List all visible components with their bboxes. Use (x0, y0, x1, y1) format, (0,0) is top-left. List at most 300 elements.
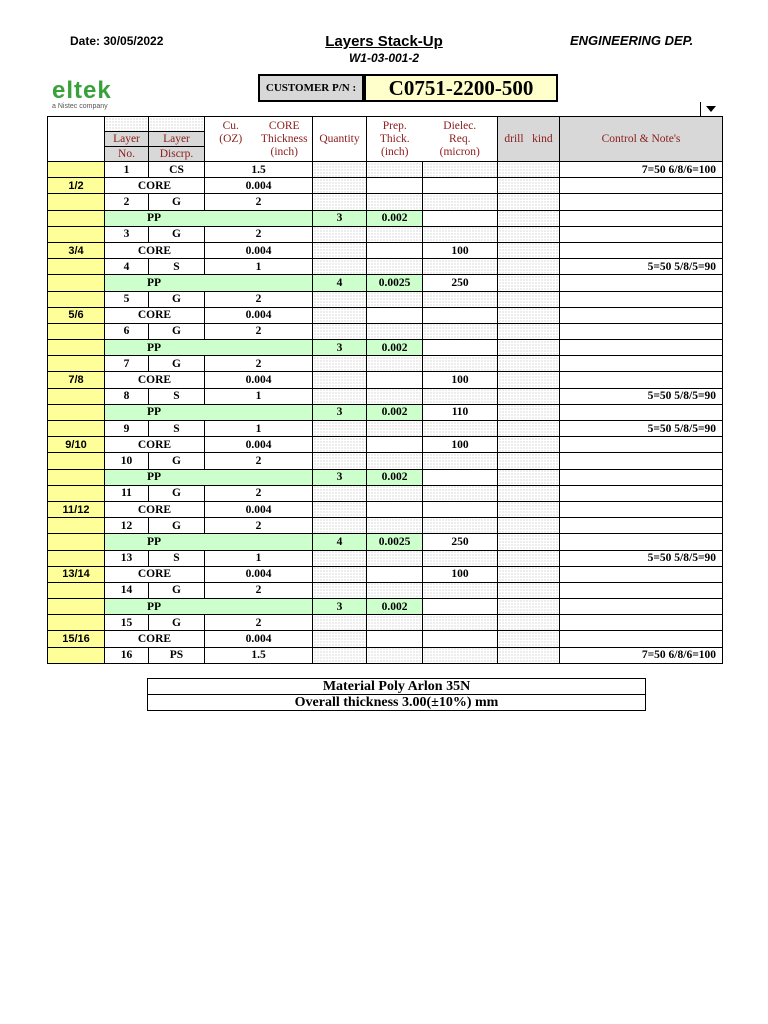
drill-kind-cell (498, 485, 560, 501)
stackup-row-pp (48, 210, 723, 226)
quantity-cell (313, 453, 367, 469)
quantity-cell (313, 550, 367, 566)
layer-desc-cell: G (149, 582, 205, 598)
dielec-cell (423, 421, 498, 437)
layer-desc-cell: G (149, 356, 205, 372)
quantity-cell: 4 (313, 534, 367, 550)
prepreg-desc-cell: PP (105, 534, 313, 550)
note-cell (560, 582, 723, 598)
drill-kind-cell (498, 469, 560, 485)
layer-no-cell: 16 (105, 647, 149, 663)
cu-cell: 2 (205, 518, 313, 534)
core-thickness-cell: 0.004 (205, 501, 313, 517)
note-cell (560, 437, 723, 453)
quantity-cell (313, 501, 367, 517)
cu-cell: 1 (205, 388, 313, 404)
pair-cell: 11/12 (48, 501, 105, 517)
layer-no-cell: 2 (105, 194, 149, 210)
quantity-cell (313, 566, 367, 582)
drill-kind-cell (498, 291, 560, 307)
layer-desc-cell: G (149, 226, 205, 242)
layer-desc-cell: G (149, 194, 205, 210)
dielec-cell (423, 259, 498, 275)
layer-no-cell: 9 (105, 421, 149, 437)
note-cell (560, 599, 723, 615)
quantity-cell (313, 518, 367, 534)
prep-cell (367, 518, 423, 534)
pair-cell (48, 485, 105, 501)
quantity-cell (313, 647, 367, 663)
pair-cell (48, 226, 105, 242)
stackup-row-layer (48, 518, 723, 534)
prep-header-line-3: (inch) (381, 145, 409, 158)
dielec-cell (423, 647, 498, 663)
drill-kind-cell (498, 372, 560, 388)
drill-kind-cell (498, 631, 560, 647)
layer-desc-cell: G (149, 518, 205, 534)
prep-cell: 0.0025 (367, 534, 423, 550)
cu-cell: 1.5 (205, 647, 313, 663)
pair-cell: 7/8 (48, 372, 105, 388)
cu-cell: 1 (205, 421, 313, 437)
pair-cell: 1/2 (48, 178, 105, 194)
prep-cell (367, 485, 423, 501)
prep-cell: 0.002 (367, 469, 423, 485)
dielec-cell (423, 178, 498, 194)
note-cell: 7=50 6/8/6=100 (560, 162, 723, 178)
dielec-cell (423, 226, 498, 242)
stackup-row-pp (48, 404, 723, 420)
prep-cell (367, 631, 423, 647)
note-cell (560, 242, 723, 258)
prep-header-line-1: Prep. (382, 119, 407, 132)
prep-cell (367, 162, 423, 178)
layer-desc-header-line-1: Layer (149, 132, 205, 147)
cu-cell: 2 (205, 453, 313, 469)
layer-desc-cell: G (149, 291, 205, 307)
quantity-cell (313, 162, 367, 178)
quantity-cell (313, 291, 367, 307)
dielec-cell (423, 518, 498, 534)
note-cell (560, 518, 723, 534)
quantity-cell (313, 372, 367, 388)
core-thickness-cell: 0.004 (205, 566, 313, 582)
quantity-cell (313, 323, 367, 339)
chevron-down-icon (706, 106, 716, 112)
stackup-row-pp (48, 275, 723, 291)
stackup-row-layer (48, 453, 723, 469)
drill-kind-cell (498, 550, 560, 566)
material-summary (147, 678, 646, 711)
note-cell (560, 340, 723, 356)
note-cell (560, 275, 723, 291)
layer-desc-cell: PS (149, 647, 205, 663)
quantity-cell (313, 194, 367, 210)
note-cell (560, 453, 723, 469)
note-cell (560, 404, 723, 420)
dielec-cell: 250 (423, 275, 498, 291)
stackup-row-core (48, 437, 723, 453)
stackup-row-pp (48, 340, 723, 356)
stackup-row-layer (48, 226, 723, 242)
layer-no-cell: 5 (105, 291, 149, 307)
stackup-row-pp (48, 599, 723, 615)
pair-cell (48, 323, 105, 339)
prep-cell (367, 550, 423, 566)
prep-cell (367, 566, 423, 582)
prepreg-desc-cell: PP (105, 469, 313, 485)
quantity-cell: 3 (313, 404, 367, 420)
overall-thickness-line: Overall thickness 3.00(±10%) mm (148, 694, 645, 710)
drill-kind-cell (498, 534, 560, 550)
note-cell (560, 501, 723, 517)
note-cell (560, 194, 723, 210)
core-desc-cell: CORE (105, 178, 205, 194)
quantity-cell (313, 631, 367, 647)
note-cell (560, 356, 723, 372)
core-thickness-cell: 0.004 (205, 307, 313, 323)
note-cell (560, 291, 723, 307)
stackup-row-pp (48, 469, 723, 485)
drill-kind-cell (498, 615, 560, 631)
material-line: Material Poly Arlon 35N (322, 679, 471, 694)
cu-cell: 2 (205, 356, 313, 372)
prepreg-desc-cell: PP (105, 275, 313, 291)
drill-kind-cell (498, 340, 560, 356)
pair-cell (48, 388, 105, 404)
kind-header: kind (532, 132, 553, 145)
stackup-row-layer (48, 582, 723, 598)
stackup-row-layer (48, 550, 723, 566)
stackup-row-layer (48, 647, 723, 663)
note-cell (560, 210, 723, 226)
cu-header-line-2: (OZ) (219, 132, 243, 145)
prep-cell (367, 307, 423, 323)
note-cell (560, 485, 723, 501)
layer-no-cell: 12 (105, 518, 149, 534)
pair-cell (48, 210, 105, 226)
layer-no-cell: 13 (105, 550, 149, 566)
core-thickness-cell: 0.004 (205, 372, 313, 388)
cu-cell: 2 (205, 291, 313, 307)
pair-cell (48, 275, 105, 291)
dielec-cell: 100 (423, 242, 498, 258)
prep-cell (367, 582, 423, 598)
note-cell (560, 178, 723, 194)
drill-kind-cell (498, 404, 560, 420)
prep-cell (367, 259, 423, 275)
pair-cell (48, 162, 105, 178)
cu-cell: 2 (205, 615, 313, 631)
pair-cell (48, 599, 105, 615)
drill-kind-cell (498, 566, 560, 582)
prepreg-desc-cell: PP (105, 340, 313, 356)
prep-cell (367, 323, 423, 339)
core-header-line-1: CORE (268, 119, 300, 132)
quantity-cell (313, 356, 367, 372)
layer-desc-cell: CS (149, 162, 205, 178)
stackup-row-layer (48, 485, 723, 501)
note-cell (560, 372, 723, 388)
pair-header-cell (48, 117, 105, 162)
dielec-cell: 100 (423, 372, 498, 388)
prep-cell (367, 194, 423, 210)
stackup-row-layer (48, 194, 723, 210)
dielec-cell (423, 307, 498, 323)
notes-header: Control & Note's (560, 117, 723, 162)
pair-cell (48, 534, 105, 550)
cu-cell: 2 (205, 226, 313, 242)
quantity-cell: 3 (313, 599, 367, 615)
prep-cell: 0.002 (367, 340, 423, 356)
stackup-row-layer (48, 291, 723, 307)
quantity-header: Quantity (313, 117, 367, 162)
layer-no-header-top (105, 117, 149, 132)
drill-kind-cell (498, 226, 560, 242)
layer-no-cell: 7 (105, 356, 149, 372)
layer-desc-cell: S (149, 550, 205, 566)
pair-cell (48, 615, 105, 631)
prep-cell (367, 356, 423, 372)
drill-kind-cell (498, 275, 560, 291)
note-cell: 5=50 5/8/5=90 (560, 550, 723, 566)
cu-cell: 2 (205, 323, 313, 339)
dielec-cell: 110 (423, 404, 498, 420)
drill-kind-cell (498, 307, 560, 323)
quantity-cell: 3 (313, 210, 367, 226)
prep-cell: 0.002 (367, 404, 423, 420)
cu-cell: 1 (205, 259, 313, 275)
drill-kind-cell (498, 178, 560, 194)
cu-cell: 2 (205, 582, 313, 598)
quantity-cell (313, 485, 367, 501)
stackup-row-core (48, 307, 723, 323)
dielec-cell (423, 356, 498, 372)
dielec-cell (423, 485, 498, 501)
layer-desc-cell: G (149, 485, 205, 501)
cu-cell: 1.5 (205, 162, 313, 178)
stackup-row-layer (48, 388, 723, 404)
note-cell (560, 469, 723, 485)
prep-cell (367, 242, 423, 258)
pair-cell: 5/6 (48, 307, 105, 323)
stackup-row-core (48, 501, 723, 517)
drill-kind-cell (498, 647, 560, 663)
quantity-cell (313, 259, 367, 275)
prep-cell (367, 615, 423, 631)
logo-word: eltek (52, 77, 112, 104)
pair-cell (48, 647, 105, 663)
dielec-cell (423, 291, 498, 307)
stackup-row-layer (48, 615, 723, 631)
layer-desc-cell: G (149, 615, 205, 631)
core-header-line-3: (inch) (270, 145, 298, 158)
dielec-cell (423, 210, 498, 226)
quantity-cell (313, 388, 367, 404)
stackup-row-layer (48, 356, 723, 372)
prep-cell (367, 372, 423, 388)
quantity-cell: 3 (313, 469, 367, 485)
drill-kind-cell (498, 437, 560, 453)
layer-desc-cell: S (149, 388, 205, 404)
layer-desc-cell: G (149, 323, 205, 339)
drill-kind-cell (498, 259, 560, 275)
dielec-cell (423, 501, 498, 517)
prep-cell: 0.002 (367, 210, 423, 226)
dielec-cell (423, 582, 498, 598)
prep-cell (367, 388, 423, 404)
dielec-cell (423, 453, 498, 469)
dielec-cell (423, 469, 498, 485)
quantity-cell (313, 582, 367, 598)
dielec-cell (423, 194, 498, 210)
note-cell (560, 631, 723, 647)
prep-cell (367, 226, 423, 242)
core-desc-cell: CORE (105, 307, 205, 323)
prepreg-desc-cell: PP (105, 599, 313, 615)
layer-desc-cell: S (149, 421, 205, 437)
quantity-cell (313, 226, 367, 242)
drill-kind-cell (498, 582, 560, 598)
dielec-cell (423, 162, 498, 178)
prep-cell (367, 178, 423, 194)
drill-header: drill (504, 132, 524, 145)
dielec-cell (423, 599, 498, 615)
pair-cell: 13/14 (48, 566, 105, 582)
note-cell (560, 566, 723, 582)
pair-cell: 3/4 (48, 242, 105, 258)
document-date: Date: 30/05/2022 (70, 34, 164, 48)
stackup-row-core (48, 242, 723, 258)
stackup-row-core (48, 631, 723, 647)
logo-tagline: a Nistec company (52, 103, 108, 110)
customer-pn-value: C0751-2200-500 (364, 74, 558, 102)
prep-cell: 0.0025 (367, 275, 423, 291)
layer-desc-header-top (149, 117, 205, 132)
layer-desc-cell: G (149, 453, 205, 469)
layer-no-cell: 6 (105, 323, 149, 339)
layer-no-cell: 4 (105, 259, 149, 275)
prepreg-desc-cell: PP (105, 404, 313, 420)
note-cell: 5=50 5/8/5=90 (560, 388, 723, 404)
pair-cell (48, 291, 105, 307)
prep-cell (367, 437, 423, 453)
drill-kind-cell (498, 518, 560, 534)
note-cell: 5=50 5/8/5=90 (560, 421, 723, 437)
stackup-row-layer (48, 421, 723, 437)
pair-cell (48, 582, 105, 598)
drill-kind-cell (498, 162, 560, 178)
dielec-cell: 100 (423, 566, 498, 582)
dielec-cell (423, 615, 498, 631)
core-thickness-cell: 0.004 (205, 631, 313, 647)
core-thickness-cell: 0.004 (205, 242, 313, 258)
customer-pn-label: CUSTOMER P/N : (258, 74, 364, 102)
drill-kind-cell (498, 323, 560, 339)
pair-cell: 15/16 (48, 631, 105, 647)
department-label: ENGINEERING DEP. (570, 33, 694, 48)
core-thickness-cell: 0.004 (205, 437, 313, 453)
cu-cell: 2 (205, 194, 313, 210)
quantity-cell: 3 (313, 340, 367, 356)
core-desc-cell: CORE (105, 566, 205, 582)
core-desc-cell: CORE (105, 631, 205, 647)
drill-kind-cell (498, 599, 560, 615)
drill-kind-cell (498, 421, 560, 437)
layer-desc-cell: S (149, 259, 205, 275)
prep-cell (367, 453, 423, 469)
prepreg-desc-cell: PP (105, 210, 313, 226)
cu-cell: 1 (205, 550, 313, 566)
note-cell (560, 534, 723, 550)
layer-no-header-line-2: No. (105, 147, 149, 162)
prep-cell: 0.002 (367, 599, 423, 615)
layer-no-cell: 15 (105, 615, 149, 631)
drill-kind-cell (498, 242, 560, 258)
note-cell (560, 323, 723, 339)
pair-cell (48, 421, 105, 437)
dielec-header-line-1: Dielec. (443, 119, 477, 132)
dielec-cell (423, 550, 498, 566)
core-desc-cell: CORE (105, 372, 205, 388)
prep-cell (367, 291, 423, 307)
note-cell: 7=50 6/8/6=100 (560, 647, 723, 663)
pair-cell (48, 469, 105, 485)
pair-cell: 9/10 (48, 437, 105, 453)
quantity-cell (313, 615, 367, 631)
dielec-cell (423, 340, 498, 356)
document-number: W1-03-001-2 (348, 51, 420, 65)
pair-cell (48, 518, 105, 534)
drill-kind-cell (498, 453, 560, 469)
stackup-row-layer (48, 323, 723, 339)
note-cell (560, 226, 723, 242)
quantity-cell (313, 178, 367, 194)
core-desc-cell: CORE (105, 501, 205, 517)
pair-cell (48, 550, 105, 566)
dielec-cell: 250 (423, 534, 498, 550)
drill-kind-cell (498, 194, 560, 210)
stackup-row-layer (48, 259, 723, 275)
quantity-cell: 4 (313, 275, 367, 291)
dielec-cell (423, 388, 498, 404)
quantity-cell (313, 307, 367, 323)
stackup-row-layer (48, 162, 723, 178)
layer-no-cell: 1 (105, 162, 149, 178)
layer-no-cell: 8 (105, 388, 149, 404)
note-cell: 5=50 5/8/5=90 (560, 259, 723, 275)
dielec-header-line-3: (micron) (439, 145, 480, 158)
stackup-row-core (48, 372, 723, 388)
cu-cell: 2 (205, 485, 313, 501)
core-desc-cell: CORE (105, 437, 205, 453)
prep-header-line-2: Thick. (379, 132, 410, 145)
dielec-cell (423, 323, 498, 339)
core-desc-cell: CORE (105, 242, 205, 258)
core-header-line-2: Thickness (260, 132, 308, 145)
stackup-row-core (48, 178, 723, 194)
layer-no-header-line-1: Layer (105, 132, 149, 147)
prep-cell (367, 501, 423, 517)
layer-desc-header-line-2: Discrp. (149, 147, 205, 162)
document-title: Layers Stack-Up (325, 33, 443, 50)
prep-cell (367, 421, 423, 437)
dielec-cell: 100 (423, 437, 498, 453)
layer-no-cell: 11 (105, 485, 149, 501)
stackup-row-core (48, 566, 723, 582)
pair-cell (48, 259, 105, 275)
note-cell (560, 307, 723, 323)
